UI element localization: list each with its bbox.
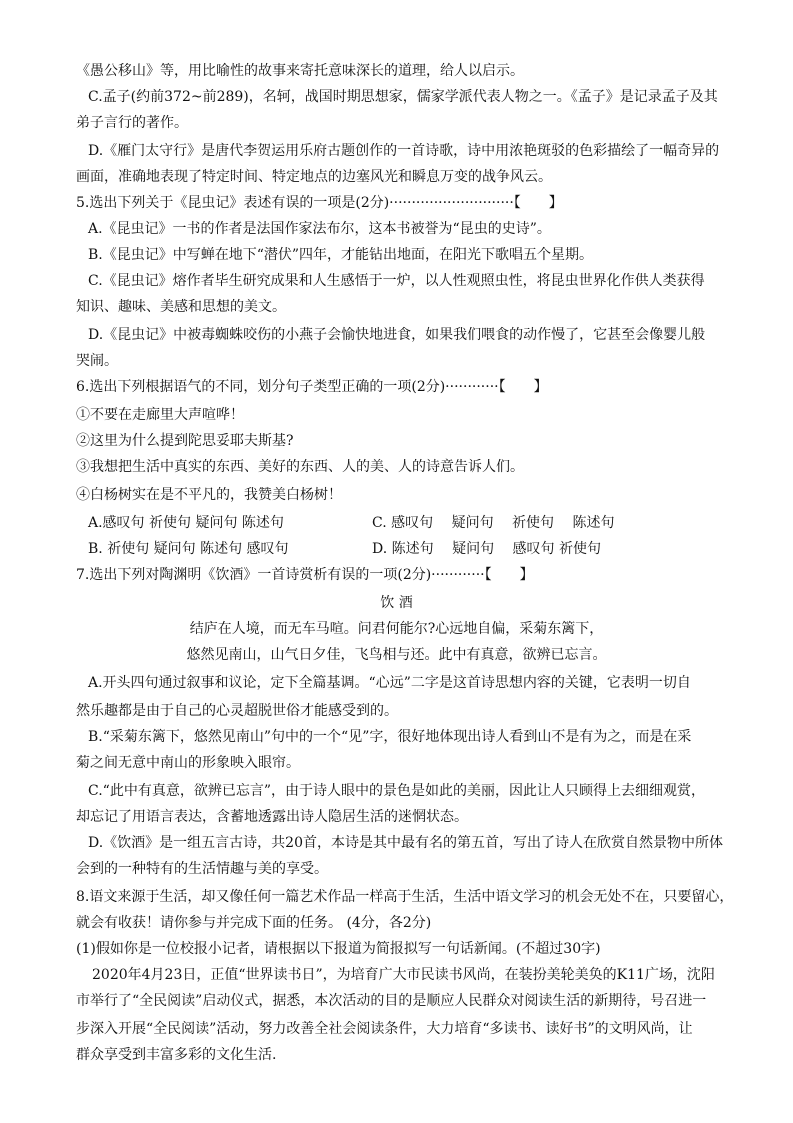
question-8: 8.语文来源于生活，却又像任何一篇艺术作品一样高于生活，生活中语文学习的机会无处不在，只要留心， [76,889,734,905]
option-a: A.《昆虫记》一书的作者是法国作家法布尔，这本书被誉为“昆虫的史诗”。 [88,221,551,237]
news-paragraph: 步深入开展“全民阅读”活动，努力改善全社会阅读条件，大力培育“多读书、读好书”的文明风尚，让 [76,1021,693,1037]
news-paragraph: 2020年4月23日，正值“世界读书日”，为培育广大市民读书风尚，在装扮美轮美奂的K11广场，沈阳 [92,967,715,983]
option-d: D.《昆虫记》中被毒蜘蛛咬伤的小燕子会愉快地进食，如果我们喂食的动作慢了，它甚至会像婴儿般 [88,327,706,343]
text-line: 菊之间无意中南山的形象映入眼帘。 [76,755,300,771]
option-c: C.《昆虫记》熔作者毕生研究成果和人生感悟于一炉，以人性观照虫性，将昆虫世界化作供人类获得 [88,273,705,289]
text-line: 弟子言行的著作。 [76,115,188,131]
option-a: A.感叹句 祈使句 疑问句 陈述句 [88,515,284,531]
sentence-2: ②这里为什么提到陀思妥耶夫斯基? [76,433,294,449]
text-line: 哭闹。 [76,353,118,369]
text-line: 却忘记了用语言表达，含蓄地透露出诗人隐居生活的迷惘状态。 [76,809,468,825]
option-b: B. 祈使句 疑问句 陈述句 感叹句 [88,541,289,557]
option-d: D.《饮酒》是一组五言古诗，共20首，本诗是其中最有名的第五首，写出了诗人在欣赏自然景物中所体 [88,835,723,851]
poem-title: 饮 酒 [380,595,413,611]
sentence-3: ③我想把生活中真实的东西、美好的东西、人的美、人的诗意告诉人们。 [76,459,524,475]
text-line: 然乐趣都是由于自己的心灵超脱世俗才能感受到的。 [76,703,398,719]
option-c: C. 感叹句 疑问句 祈使句 陈述句 [372,515,615,531]
option-a: A.开头四句通过叙事和议论，定下全篇基调。“心远”二字是这首诗思想内容的关键，它表明一切自 [88,675,691,691]
option-b: B.“采菊东篱下，悠然见南山”句中的一个“见”字，很好地体现出诗人看到山不是有为之，而是在采 [88,729,692,745]
sentence-4: ④白杨树实在是不平凡的，我赞美白杨树！ [76,487,342,503]
option-d: D. 陈述句 疑问句 感叹句 祈使句 [372,541,601,557]
option-b: B.《昆虫记》中写蝉在地下“潜伏”四年，才能钻出地面，在阳光下歌唱五个星期。 [88,247,594,263]
task-1: (1)假如你是一位校报小记者，请根据以下报道为简报拟写一句话新闻。(不超过30字) [76,941,601,957]
text-line: 知识、趣味、美感和思想的美文。 [76,299,286,315]
news-paragraph: 市举行了“全民阅读”启动仪式，据悉，本次活动的目的是顺应人民群众对阅读生活的新期待，号召进一 [76,993,707,1009]
sentence-1: ①不要在走廊里大声喧哗！ [76,407,244,423]
poem-line: 悠然见南山，山气日夕佳，飞鸟相与还。此中有真意，欲辨已忘言。 [186,647,607,663]
text-line: 画面，准确地表现了特定时间、特定地点的边塞风光和瞬息万变的战争风云。 [76,169,552,185]
text-line: 就会有收获！请你参与并完成下面的任务。 (4分，各2分) [76,915,432,931]
text-line: 《愚公移山》等，用比喻性的故事来寄托意味深长的道理，给人以启示。 [76,63,524,79]
text-line: 会到的一种特有的生活情趣与美的享受。 [76,861,328,877]
question-6: 6.选出下列根据语气的不同，划分句子类型正确的一项(2分)············【 】 [76,379,548,395]
news-paragraph: 群众享受到丰富多彩的文化生活. [76,1047,277,1063]
text-line: C.孟子(约前372~前289)，名轲，战国时期思想家，儒家学派代表人物之一。《孟子》是记录孟子及其 [88,89,718,105]
question-5: 5.选出下列关于《昆虫记》表述有误的一项是(2分)····························【 】 [76,195,563,211]
text-line: D.《雁门太守行》是唐代李贺运用乐府古题创作的一首诗歌，诗中用浓艳斑驳的色彩描绘了一幅奇异的 [88,143,720,159]
option-c: C.“此中有真意，欲辨已忘言”，由于诗人眼中的景色是如此的美丽，因此让人只顾得上去细细观赏， [88,783,705,799]
question-7: 7.选出下列对陶渊明《饮酒》一首诗赏析有误的一项(2分)············【 】 [76,567,534,583]
poem-line: 结庐在人境，而无车马喧。问君何能尔?心远地自偏，采菊东篱下， [189,621,604,637]
